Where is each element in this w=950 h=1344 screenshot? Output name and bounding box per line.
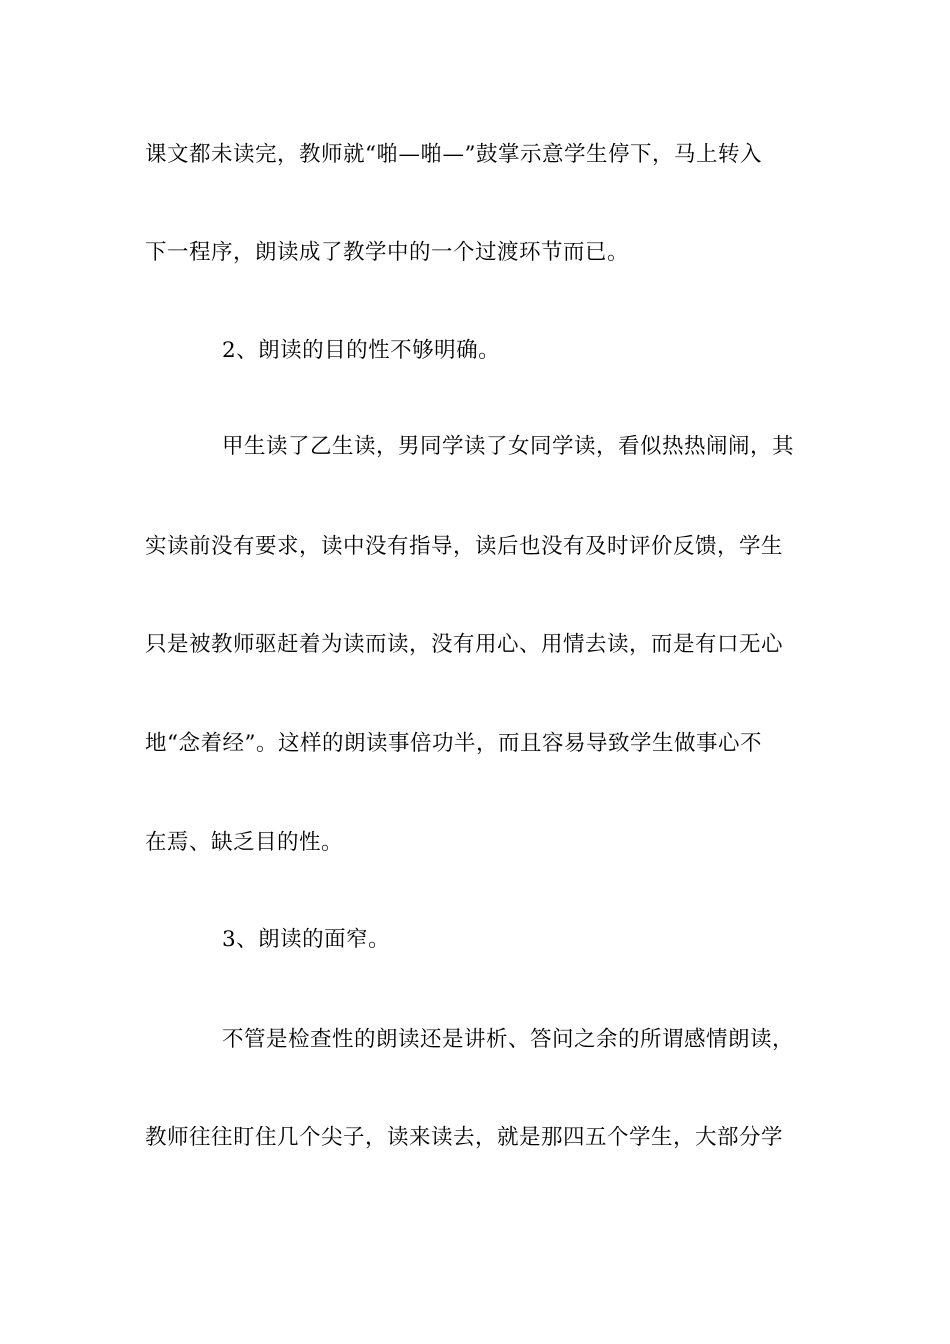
section-heading-2: 2、朗读的目的性不够明确。 [222,338,501,363]
text-line-11: 教师往往盯住几个尖子，读来读去，就是那四五个学生，大部分学 [145,1125,784,1150]
text-line-8: 在焉、缺乏目的性。 [145,830,344,855]
text-line-1: 课文都未读完，教师就“啪—啪—”鼓掌示意学生停下，马上转入 [145,142,762,167]
text-line-2: 下一程序，朗读成了教学中的一个过渡环节而已。 [145,240,630,265]
text-line-7: 地“念着经”。这样的朗读事倍功半，而且容易导致学生做事心不 [145,731,762,756]
text-line-5: 实读前没有要求，读中没有指导，读后也没有及时评价反馈，学生 [145,534,784,559]
section-heading-3: 3、朗读的面窄。 [222,927,391,952]
text-line-6: 只是被教师驱赶着为读而读，没有用心、用情去读，而是有口无心 [145,632,784,657]
text-line-10: 不管是检查性的朗读还是讲析、答问之余的所谓感情朗读， [222,1027,795,1052]
text-line-4: 甲生读了乙生读，男同学读了女同学读，看似热热闹闹，其 [222,434,795,459]
